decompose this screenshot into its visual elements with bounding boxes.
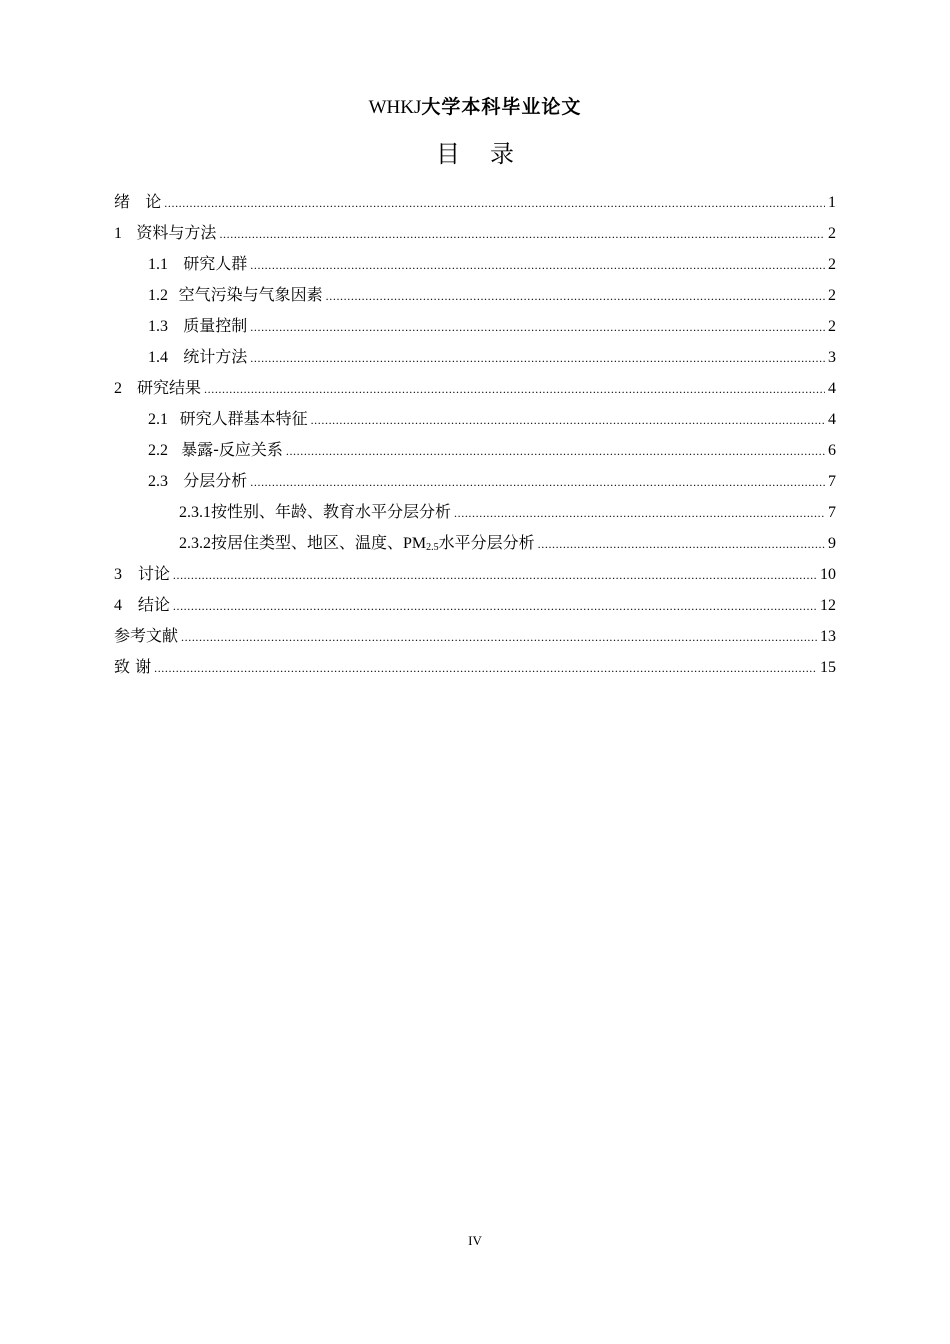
toc-entry-1-4[interactable] [114,341,836,372]
toc-leader-dots [454,498,825,529]
toc-leader-dots [326,281,825,312]
running-header [0,94,950,121]
toc-section-number: 1.3 [148,318,168,335]
toc-entry-text [211,527,535,563]
toc-page-number: 4 [828,411,836,428]
toc-entry-text: 致 谢 [114,657,152,676]
toc-entry-1-3[interactable] [114,310,836,341]
toc-leader-dots [538,529,825,560]
header-brand: WHKJ [368,97,422,118]
toc-entry-text: 绪 论 [114,192,162,211]
toc-page-number: 10 [820,566,836,583]
toc-entry-text: 讨论 [137,564,170,583]
toc-leader-dots [250,343,825,374]
toc-page-number: 2 [828,318,836,335]
toc-page-number: 13 [820,628,836,645]
toc-entry-text: 统计方法 [183,347,248,366]
toc-entry-text: 按性别、年龄、教育水平分层分析 [211,502,452,521]
toc-entry-2-3-1[interactable] [114,496,836,527]
toc-entry-1[interactable] [114,217,836,248]
toc-leader-dots [219,219,825,250]
toc-entry-text: 分层分析 [183,471,248,490]
toc-page-number: 7 [828,504,836,521]
toc-page-number: 6 [828,442,836,459]
toc-leader-dots [173,591,817,622]
toc-leader-dots [204,374,825,405]
toc-section-number: 4 [114,597,122,614]
toc-page-number: 2 [828,256,836,273]
pm-subscript: 2.5 [426,542,439,553]
toc-page-number: 2 [828,287,836,304]
toc-section-number: 2.2 [148,442,168,459]
toc-page-number: 9 [828,535,836,552]
toc-page-number: 1 [828,194,836,211]
toc-section-number: 1 [114,225,122,242]
toc-entry-2-3-2[interactable] [114,527,836,558]
toc-entry-2[interactable] [114,372,836,403]
toc-page-number: 12 [820,597,836,614]
toc-entry-1-2[interactable] [114,279,836,310]
toc-section-number: 1.1 [148,256,168,273]
toc-entry-3[interactable] [114,558,836,589]
toc-leader-dots [311,405,825,436]
toc-leader-dots [164,188,825,219]
toc-leader-dots [181,622,817,653]
toc-section-number: 2.3.2 [179,535,211,552]
toc-entry-text: 结论 [137,595,170,614]
toc-page-number: 15 [820,659,836,676]
toc-entry-references[interactable] [114,620,836,651]
toc-entry-text-part: 水平分层分析 [438,533,535,552]
toc-entry-2-1[interactable] [114,403,836,434]
toc-entry-acknowledgements[interactable] [114,651,836,682]
toc-entry-intro[interactable] [114,186,836,217]
toc-entry-2-3[interactable] [114,465,836,496]
toc-entry-text: 暴露-反应关系 [181,440,283,459]
toc-entry-text: 参考文献 [114,626,179,645]
toc-section-number: 2.3.1 [179,504,211,521]
toc-section-number: 2.1 [148,411,168,428]
toc-entry-text-part: 按居住类型、地区、温度、 [211,533,404,552]
toc-entry-2-2[interactable] [114,434,836,465]
toc-section-number: 3 [114,566,122,583]
toc-entry-4[interactable] [114,589,836,620]
toc-section-number: 2.3 [148,473,168,490]
toc-leader-dots [286,436,825,467]
toc-leader-dots [154,653,817,684]
toc-leader-dots [250,250,825,281]
pm-label: PM [403,535,427,552]
toc-entry-1-1[interactable] [114,248,836,279]
toc-entry-text: 资料与方法 [136,223,217,242]
footer-page-number: IV [468,1233,482,1248]
toc-section-number: 1.2 [148,287,168,304]
header-university-title: 大学本科毕业论文 [421,96,582,118]
toc-page-number: 4 [828,380,836,397]
toc-page-number: 2 [828,225,836,242]
toc-page-number: 3 [828,349,836,366]
toc-title: 目录 [436,140,544,168]
toc-entry-text: 研究人群 [183,254,248,273]
toc-leader-dots [250,467,825,498]
toc-page-number: 7 [828,473,836,490]
toc-leader-dots [173,560,817,591]
toc-entry-text: 研究人群基本特征 [179,409,308,428]
toc-section-number: 2 [114,380,122,397]
toc-entry-text: 研究结果 [137,378,202,397]
toc-section-number: 1.4 [148,349,168,366]
table-of-contents [114,186,836,682]
toc-leader-dots [250,312,825,343]
toc-entry-text: 质量控制 [183,316,248,335]
toc-entry-text: 空气污染与气象因素 [178,285,323,304]
